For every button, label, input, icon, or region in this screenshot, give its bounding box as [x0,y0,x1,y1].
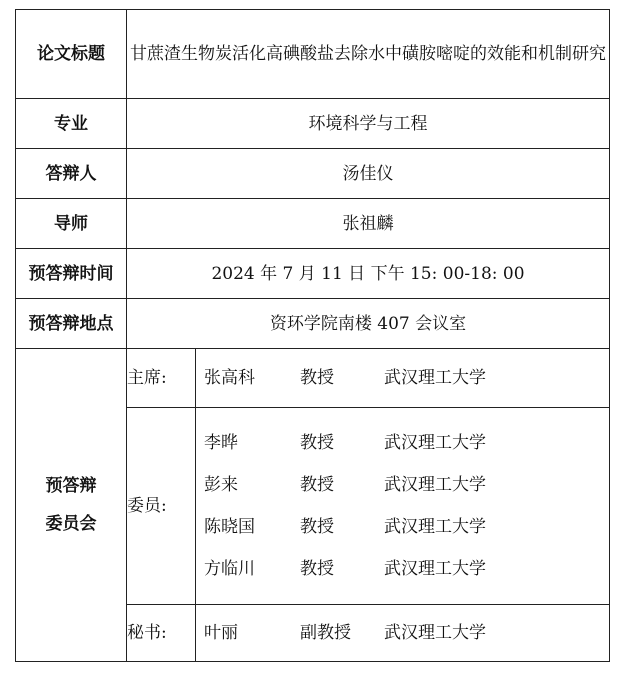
committee-label-line1: 预答辩 [45,476,97,496]
member-title: 教授 [300,475,334,495]
member-org: 武汉理工大学 [384,368,486,388]
committee-label [16,467,126,543]
committee-label-cell [16,349,127,662]
members-role-label: 委员: [127,408,196,605]
member-title: 副教授 [300,623,351,643]
advisor-label: 导师 [16,199,127,249]
row-committee-chair [16,349,610,408]
member-title: 教授 [300,517,334,537]
thesis-title-label: 论文标题 [16,10,127,99]
defense-location-label: 预答辩地点 [16,299,127,349]
defense-info-table [15,9,610,662]
defense-time-label: 预答辩时间 [16,249,127,299]
member-name: 张高科 [204,368,255,388]
row-defense-time [16,249,610,299]
member-org: 武汉理工大学 [384,517,486,537]
member-org: 武汉理工大学 [384,623,486,643]
member-name: 彭来 [204,475,238,495]
advisor-value: 张祖麟 [127,199,610,249]
defender-label: 答辩人 [16,149,127,199]
committee-member [196,506,609,548]
chair-role-label: 主席: [127,349,196,408]
row-defender [16,149,610,199]
thesis-title-value: 甘蔗渣生物炭活化高碘酸盐去除水中磺胺嘧啶的效能和机制研究 [127,10,610,99]
member-org: 武汉理工大学 [384,433,486,453]
committee-member [196,548,609,590]
member-name: 陈晓国 [204,517,255,537]
member-title: 教授 [300,368,334,388]
row-defense-location [16,299,610,349]
defender-value: 汤佳仪 [127,149,610,199]
committee-member [196,357,609,399]
chair-members-cell [196,349,610,408]
committee-member [196,464,609,506]
row-thesis-title [16,10,610,99]
defense-time-value: 2024 年 7 月 11 日 下午 15: 00-18: 00 [127,249,610,299]
member-name: 方临川 [204,559,255,579]
members-list [196,414,609,598]
member-name: 叶丽 [204,623,238,643]
member-title: 教授 [300,433,334,453]
committee-member [196,422,609,464]
defense-location-value: 资环学院南楼 407 会议室 [127,299,610,349]
secretary-cell [196,605,610,662]
secretary-role-label: 秘书: [127,605,196,662]
major-value: 环境科学与工程 [127,99,610,149]
committee-member [196,612,609,654]
row-major [16,99,610,149]
members-cell [196,408,610,605]
member-org: 武汉理工大学 [384,559,486,579]
row-advisor [16,199,610,249]
member-org: 武汉理工大学 [384,475,486,495]
committee-label-line2: 委员会 [45,514,97,534]
major-label: 专业 [16,99,127,149]
member-title: 教授 [300,559,334,579]
member-name: 李晔 [204,433,238,453]
